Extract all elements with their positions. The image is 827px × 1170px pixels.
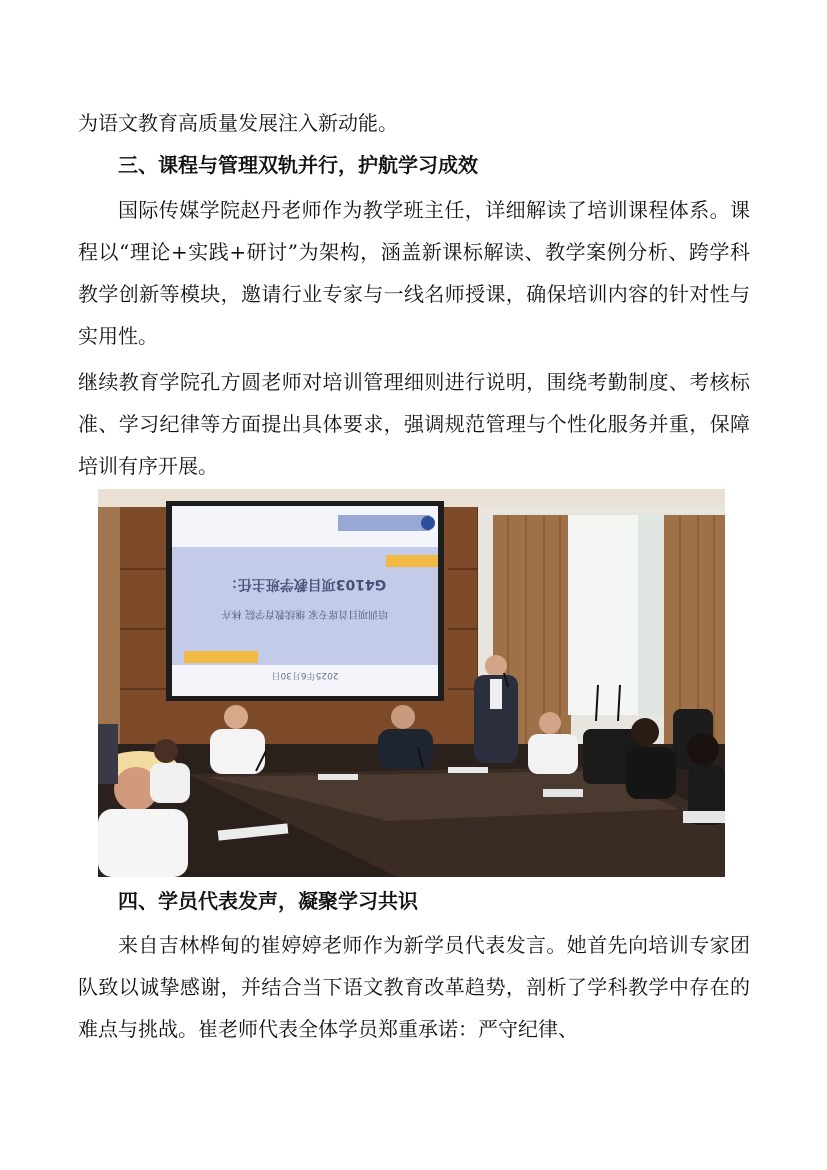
screen-subtitle: 培训项目首席专家 继续教育学院 林卉	[221, 608, 389, 619]
section-4-paragraph-1: 来自吉林桦甸的崔婷婷老师作为新学员代表发言。她首先向培训专家团队致以诚挚感谢，并结合当下语文教育改革趋势，剖析了学科教学中存在的难点与挑战。崔老师代表全体学员郑重承诺：严守纪律、	[78, 933, 750, 1041]
section-3-paragraph-2: 继续教育学院孔方圆老师对培训管理细则进行说明，围绕考勤制度、考核标准、学习纪律等方面提出具体要求，强调规范管理与个性化服务并重，保障培训有序开展。	[78, 370, 750, 478]
screen-date: 2025年6月30日	[271, 670, 339, 680]
section-4-heading: 四、学员代表发声，凝聚学习共识	[118, 889, 418, 913]
meeting-photo	[98, 489, 725, 877]
projection-screen	[166, 501, 444, 701]
section-3-heading: 三、课程与管理双轨并行，护航学习成效	[118, 153, 478, 177]
section-3-paragraph-1: 国际传媒学院赵丹老师作为教学班主任，详细解读了培训课程体系。课程以“理论+实践+研讨”为架构，涵盖新课标解读、教学案例分析、跨学科教学创新等模块，邀请行业专家与一线名师授课，确保培训内容的针对性与实用性。	[78, 198, 750, 348]
screen-title: G4103项目教学班主任：	[223, 576, 387, 592]
paragraph-intro-end: 为语文教育高质量发展注入新动能。	[78, 111, 398, 135]
